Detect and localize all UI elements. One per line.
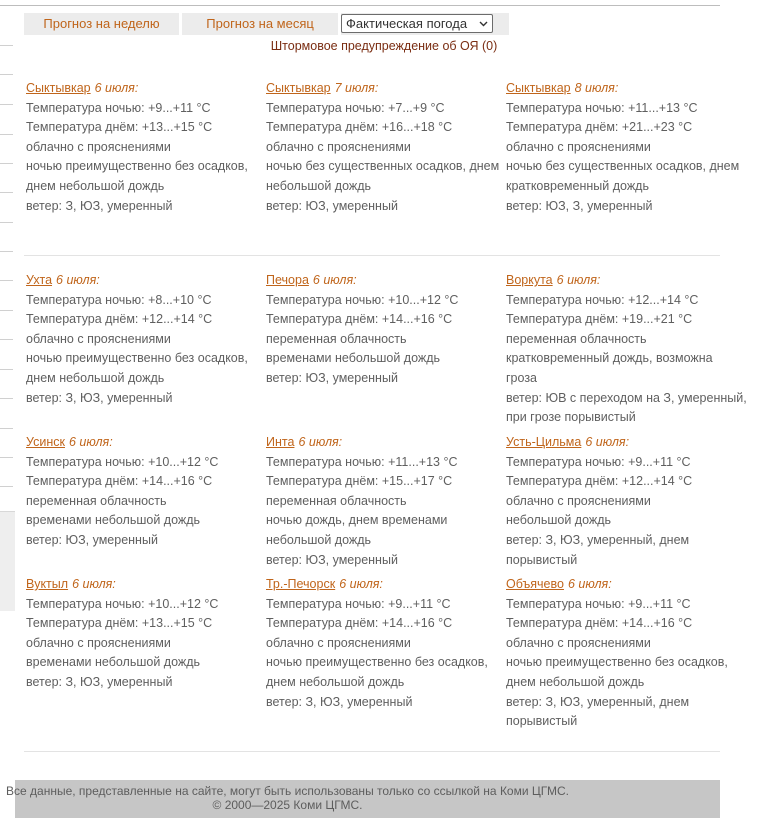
forecast-line: Температура ночью: +12...+14 °C: [506, 292, 699, 307]
city-forecast: [506, 575, 728, 732]
sidebar-divider: [0, 163, 13, 164]
forecast-line: небольшой дождь: [266, 178, 372, 193]
section-divider: [24, 751, 720, 752]
forecast-line: ветер: ЮВ с переходом на З, умеренный,: [506, 390, 747, 405]
forecast-date: 6 июля:: [56, 273, 100, 287]
forecast-line: Температура днём: +13...+15 °C: [26, 120, 213, 135]
forecast-line: Температура днём: +16...+18 °C: [266, 120, 453, 135]
forecast-date: 6 июля:: [298, 435, 343, 449]
city-name-link[interactable]: Сыктывкар: [266, 81, 331, 95]
forecast-line: ветер: ЮЗ, умеренный: [266, 552, 398, 567]
forecast-date: 7 июля:: [334, 81, 379, 95]
city-forecast: [266, 575, 506, 712]
site-footer: [6, 780, 720, 818]
forecast-date: 6 июля:: [567, 577, 612, 591]
forecast-line: ночью без существенных осадков, днем: [266, 159, 500, 174]
tab-actual-weather: [341, 13, 509, 35]
forecast-line: ветер: З, ЮЗ, умеренный: [26, 390, 173, 405]
forecast-line: Температура ночью: +10...+12 °C: [26, 454, 219, 469]
forecast-line: облачно с прояснениями: [26, 635, 171, 650]
weather-type-select[interactable]: [341, 14, 493, 33]
forecast-date: 6 июля:: [585, 435, 630, 449]
section-divider: [24, 255, 720, 256]
forecast-line: днем небольшой дождь: [266, 674, 405, 689]
city-forecast: [266, 271, 506, 389]
forecast-line: Температура ночью: +9...+11 °C: [266, 596, 451, 611]
sidebar-divider: [0, 339, 13, 340]
forecast-line: гроза: [506, 370, 538, 385]
forecast-line: Температура днём: +13...+15 °C: [26, 616, 213, 631]
tab-month-forecast[interactable]: Прогноз на месяц: [182, 13, 338, 35]
sidebar-divider: [0, 310, 13, 311]
forecast-line: облачно с прояснениями: [506, 493, 651, 508]
sidebar-divider: [0, 486, 13, 487]
city-name-link[interactable]: Сыктывкар: [506, 81, 571, 95]
city-name-link[interactable]: Объячево: [506, 577, 564, 591]
forecast-line: облачно с прояснениями: [506, 139, 651, 154]
forecast-date: 6 июля:: [68, 435, 113, 449]
forecast-line: кратковременный дождь: [506, 178, 649, 193]
forecast-line: Температура днём: +14...+16 °C: [26, 474, 213, 489]
city-forecast: [26, 79, 266, 216]
city-forecast: [506, 79, 740, 216]
city-forecast: [26, 271, 266, 408]
weather-type-selected-value: Фактическая погода: [346, 16, 468, 31]
forecast-date: 6 июля:: [72, 577, 116, 591]
city-name-link[interactable]: Ухта: [26, 273, 53, 287]
city-forecast: [266, 433, 506, 570]
footer-usage-notice: Все данные, представленные на сайте, могут быть использованы только со ссылкой на Коми ЦГМС.: [6, 784, 569, 798]
sidebar-divider: [0, 251, 13, 252]
forecast-line: Температура ночью: +7...+9 °C: [266, 100, 445, 115]
forecast-line: облачно с прояснениями: [26, 139, 171, 154]
forecast-date: 6 июля:: [339, 577, 383, 591]
forecast-line: небольшой дождь: [506, 513, 612, 528]
forecast-line: Температура ночью: +11...+13 °C: [266, 454, 458, 469]
forecast-line: ночью преимущественно без осадков,: [26, 351, 248, 366]
forecast-line: ветер: З, ЮЗ, умеренный: [26, 674, 173, 689]
forecast-line: ветер: З, ЮЗ, умеренный, днем: [506, 532, 690, 547]
city-forecast: [26, 433, 266, 551]
sidebar-divider: [0, 398, 13, 399]
city-name-link[interactable]: Инта: [266, 435, 295, 449]
forecast-line: Температура днём: +14...+16 °C: [266, 616, 453, 631]
forecast-line: ветер: З, ЮЗ, умеренный: [266, 694, 413, 709]
forecast-line: днем небольшой дождь: [26, 178, 165, 193]
sidebar-divider: [0, 280, 13, 281]
tab-week-forecast[interactable]: Прогноз на неделю: [24, 13, 179, 35]
forecast-line: Температура днём: +21...+23 °C: [506, 120, 693, 135]
city-name-link[interactable]: Печора: [266, 273, 309, 287]
city-forecast: [506, 433, 720, 570]
footer-copyright: © 2000—2025 Коми ЦГМС.: [212, 798, 363, 812]
forecast-line: при грозе порывистый: [506, 410, 636, 425]
forecast-line: Температура днём: +14...+16 °C: [266, 312, 453, 327]
sidebar-divider: [0, 192, 13, 193]
sidebar-divider: [0, 74, 13, 75]
forecast-line: Температура ночью: +9...+11 °C: [506, 454, 691, 469]
forecast-date: 6 июля:: [94, 81, 139, 95]
forecast-line: днем небольшой дождь: [506, 674, 645, 689]
forecast-line: Температура днём: +12...+14 °C: [506, 474, 693, 489]
forecast-line: временами небольшой дождь: [266, 351, 441, 366]
forecast-line: ветер: ЮЗ, умеренный: [266, 198, 398, 213]
forecast-line: облачно с прояснениями: [26, 331, 171, 346]
forecast-line: порывистый: [506, 714, 578, 729]
sidebar-divider: [0, 457, 13, 458]
forecast-line: переменная облачность: [266, 493, 407, 508]
city-name-link[interactable]: Сыктывкар: [26, 81, 91, 95]
city-name-link[interactable]: Усинск: [26, 435, 65, 449]
forecast-line: ветер: ЮЗ, З, умеренный: [506, 198, 653, 213]
city-name-link[interactable]: Тр.-Печорск: [266, 577, 336, 591]
forecast-line: Температура ночью: +10...+12 °C: [266, 292, 459, 307]
city-forecast: [506, 271, 747, 428]
forecast-line: Температура ночью: +9...+11 °C: [26, 100, 211, 115]
forecast-line: Температура днём: +12...+14 °C: [26, 312, 213, 327]
forecast-tabs: [24, 13, 509, 35]
forecast-line: переменная облачность: [506, 331, 647, 346]
forecast-date: 6 июля:: [312, 273, 357, 287]
top-divider: [0, 5, 720, 6]
forecast-line: ночью дождь, днем временами: [266, 513, 448, 528]
forecast-line: временами небольшой дождь: [26, 513, 201, 528]
forecast-line: Температура днём: +14...+16 °C: [506, 616, 693, 631]
forecast-line: кратковременный дождь, возможна: [506, 351, 713, 366]
forecast-line: ночью преимущественно без осадков,: [266, 655, 488, 670]
sidebar-panel: [0, 511, 15, 611]
forecast-line: Температура ночью: +8...+10 °C: [26, 292, 212, 307]
city-forecast: [26, 575, 266, 693]
forecast-line: переменная облачность: [266, 331, 407, 346]
city-name-link[interactable]: Воркута: [506, 273, 553, 287]
chevron-down-icon: [478, 18, 489, 29]
forecast-line: переменная облачность: [26, 493, 167, 508]
forecast-line: ветер: З, ЮЗ, умеренный, днем: [506, 694, 690, 709]
city-name-link[interactable]: Вуктыл: [26, 577, 69, 591]
forecast-line: Температура ночью: +10...+12 °C: [26, 596, 219, 611]
sidebar-divider: [0, 222, 13, 223]
forecast-line: ночью преимущественно без осадков,: [506, 655, 728, 670]
forecast-line: облачно с прояснениями: [266, 635, 411, 650]
sidebar-divider: [0, 104, 13, 105]
forecast-line: Температура днём: +15...+17 °C: [266, 474, 453, 489]
city-name-link[interactable]: Усть-Цильма: [506, 435, 582, 449]
storm-warning-link[interactable]: Штормовое предупреждение об ОЯ (0): [270, 39, 498, 53]
forecast-line: ночью преимущественно без осадков,: [26, 159, 248, 174]
forecast-line: ветер: ЮЗ, умеренный: [26, 532, 158, 547]
forecast-line: ночью без существенных осадков, днем: [506, 159, 740, 174]
sidebar-divider: [0, 428, 13, 429]
city-forecast: [266, 79, 506, 216]
sidebar-divider: [0, 369, 13, 370]
left-sidebar: [0, 14, 15, 774]
forecast-date: 6 июля:: [556, 273, 601, 287]
forecast-line: временами небольшой дождь: [26, 655, 201, 670]
forecast-line: Температура ночью: +9...+11 °C: [506, 596, 691, 611]
forecast-line: облачно с прояснениями: [266, 139, 411, 154]
forecast-date: 8 июля:: [574, 81, 619, 95]
forecast-line: небольшой дождь: [266, 532, 372, 547]
forecast-line: облачно с прояснениями: [506, 635, 651, 650]
forecast-line: ветер: ЮЗ, умеренный: [266, 370, 398, 385]
forecast-line: порывистый: [506, 552, 578, 567]
forecast-line: Температура днём: +19...+21 °C: [506, 312, 693, 327]
sidebar-divider: [0, 134, 13, 135]
forecast-line: ветер: З, ЮЗ, умеренный: [26, 198, 173, 213]
forecast-line: Температура ночью: +11...+13 °C: [506, 100, 698, 115]
forecast-line: днем небольшой дождь: [26, 370, 165, 385]
